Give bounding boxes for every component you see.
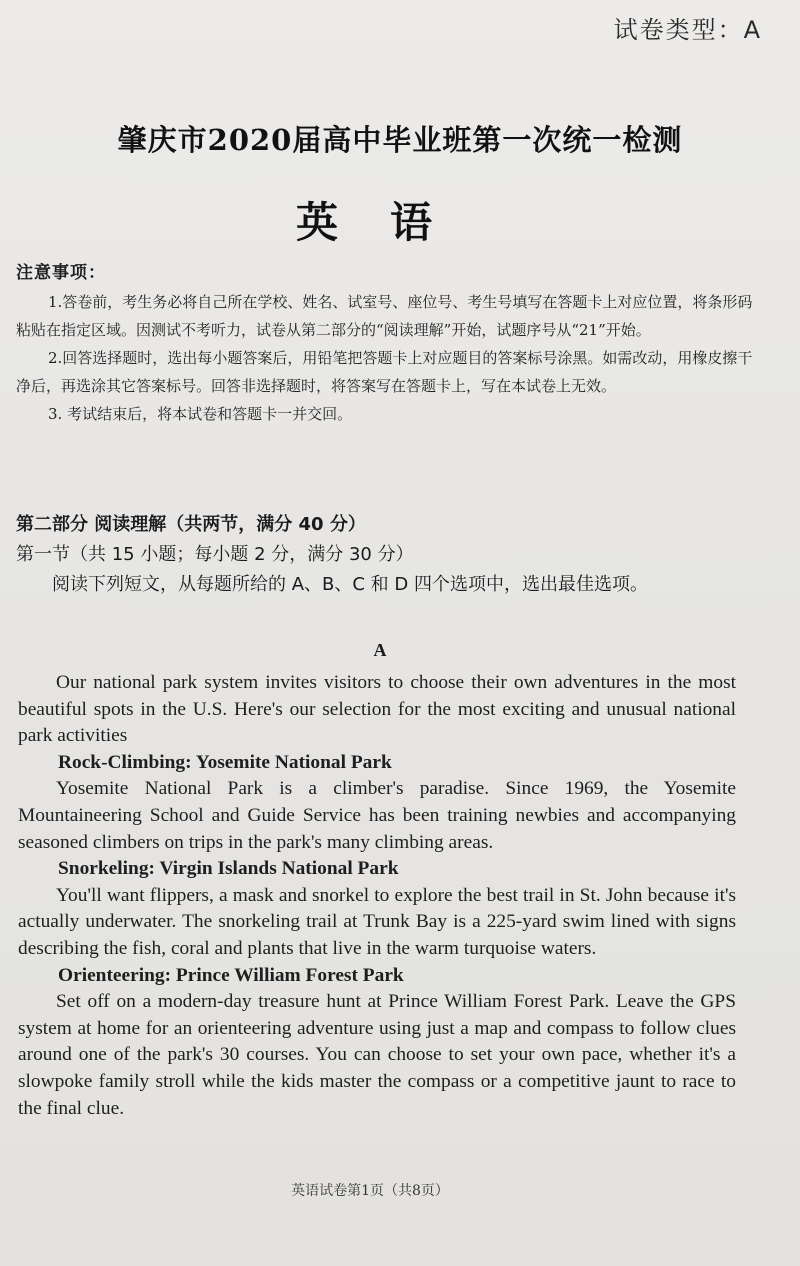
section-instruction: 阅读下列短文，从每题所给的 A、B、C 和 D 四个选项中，选出最佳选项。 <box>52 574 648 595</box>
passage-letter: A <box>373 640 387 660</box>
notice-item: 2.回答选择题时，选出每小题答案后，用铅笔把答题卡上对应题目的答案标号涂黑。如需改动，用橡皮擦干净后，再选涂其它答案标号。回答非选择题时，将答案写在答题卡上，写在本试卷上无效。 <box>16 349 753 395</box>
activity-heading: Orienteering: Prince William Forest Park <box>58 964 404 986</box>
paper-type-label: 试卷类型：A <box>613 16 762 44</box>
page-footer: 英语试卷第1页（共8页） <box>291 1183 449 1199</box>
notice-heading: 注意事项： <box>16 263 106 283</box>
activity-heading: Rock-Climbing: Yosemite National Park <box>58 751 392 773</box>
exam-title: 肇庆市2020届高中毕业班第一次统一检测 <box>117 123 683 157</box>
activity-heading: Snorkeling: Virgin Islands National Park <box>58 858 399 880</box>
notice-item: 1.答卷前，考生务必将自己所在学校、姓名、试室号、座位号、考生号填写在答题卡上对应位置，将条形码粘贴在指定区域。因测试不考听力，试卷从第二部分的“阅读理解”开始，试题序号从“21”开始。 <box>16 293 753 339</box>
activity-text: Set off on a modern-day treasure hunt at Prince William Forest Park. Leave the GPS system at home for an orienteering adventure using just a map and compass to follow clues around one of the park's 30 courses. You can choose to set your own pace, whether it's a slowpoke family stroll while the kids master the compass or a competitive jaunt to race to the final clue. <box>18 991 736 1119</box>
passage-body <box>18 670 736 1122</box>
notice-list <box>16 288 756 428</box>
activity-text: You'll want flippers, a mask and snorkel to explore the best trail in St. John because it's actually underwater. The snorkeling trail at Trunk Bay is a 225-yard swim lined with signs describing the fish, coral and plants that live in the warm turquoise waters. <box>18 884 736 959</box>
notice-item: 3. 考试结束后，将本试卷和答题卡一并交回。 <box>48 405 353 423</box>
part-title: 第二部分 阅读理解（共两节，满分 40 分） <box>16 514 366 535</box>
subsection-title: 第一节（共 15 小题；每小题 2 分，满分 30 分） <box>16 544 414 565</box>
activity-text: Yosemite National Park is a climber's paradise. Since 1969, the Yosemite Mountaineering School and Guide Service has been training newbies and accompanying seasoned climbers on trips in the park's many climbing areas. <box>18 778 736 853</box>
passage-intro: Our national park system invites visitors to choose their own adventures in the most beautiful spots in the U.S. Here's our selection for the most exciting and unusual national park activities <box>18 672 736 747</box>
subject-title: 英语 <box>295 198 484 247</box>
section-header <box>16 510 776 600</box>
